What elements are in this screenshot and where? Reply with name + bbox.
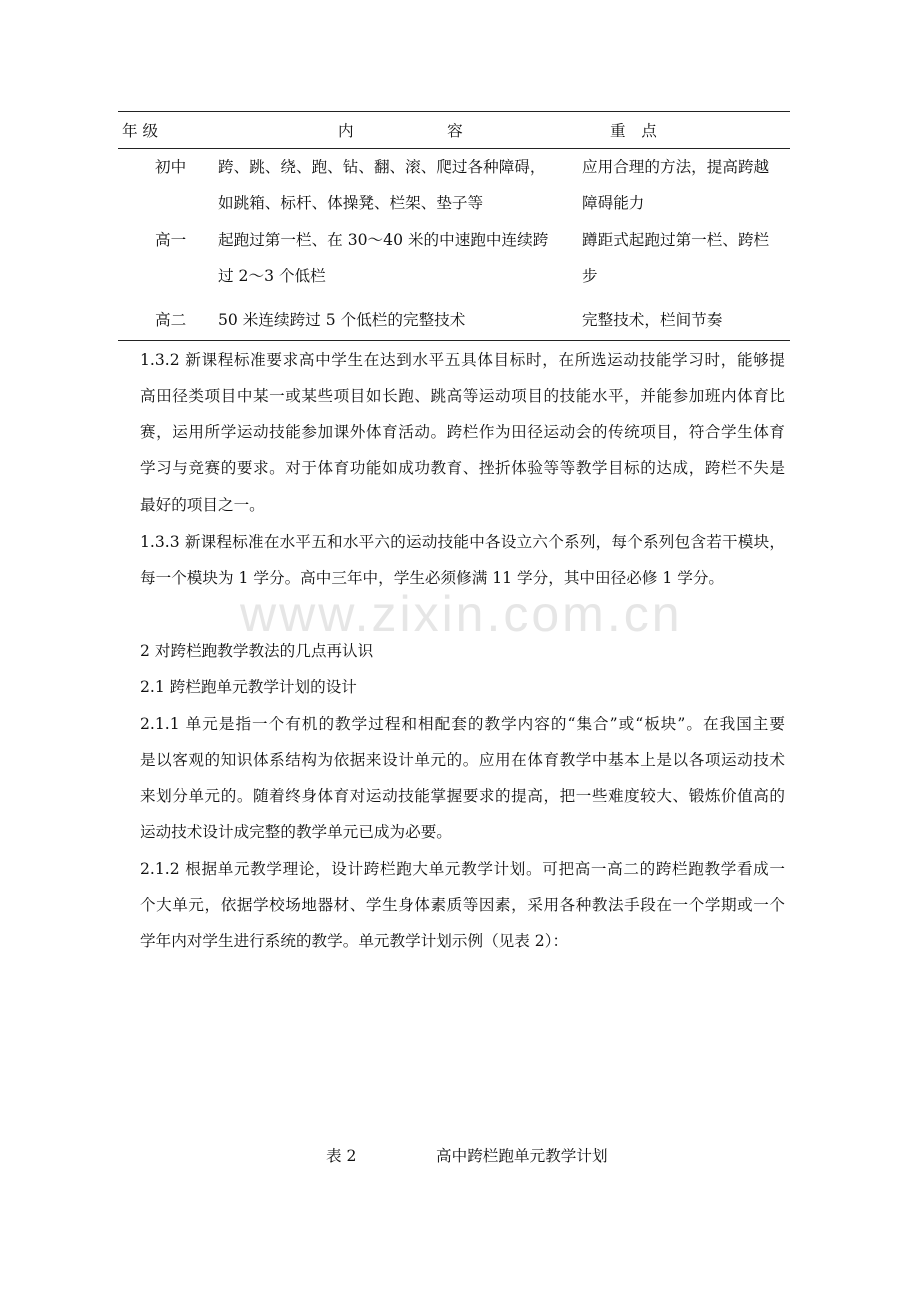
grade-cell: 高一: [155, 231, 187, 249]
table-bottom-rule: [118, 340, 790, 341]
paragraph-line: 最好的项目之一。: [140, 496, 265, 514]
table-header-grade: 年 级: [122, 122, 159, 140]
paragraph-line: 个大单元，依据学校场地器材、学生身体素质等因素，采用各种教法手段在一个学期或一个: [140, 896, 785, 914]
table-caption-title: 高中跨栏跑单元教学计划: [436, 1147, 608, 1165]
grade-cell: 高二: [155, 311, 187, 329]
paragraph-line: 赛，运用所学运动技能参加课外体育活动。跨栏作为田径运动会的传统项目，符合学生体育: [140, 423, 785, 441]
paragraph-line: 2.1.1 单元是指一个有机的教学过程和相配套的教学内容的“集合”或“板块”。在我国主要: [140, 715, 785, 733]
content-cell: 起跑过第一栏、在 30～40 米的中速跑中连续跨: [218, 231, 549, 249]
focus-cell: 蹲距式起跑过第一栏、跨栏: [582, 231, 770, 249]
focus-cell: 障碍能力: [582, 194, 645, 212]
table-top-rule: [118, 111, 790, 112]
focus-cell: 步: [582, 267, 598, 285]
content-cell: 跨、跳、绕、跑、钻、翻、滚、爬过各种障碍，: [218, 158, 546, 176]
focus-cell: 完整技术，栏间节奏: [582, 311, 723, 329]
paragraph-line: 高田径类项目中某一或某些项目如长跑、跳高等运动项目的技能水平，并能参加班内体育比: [140, 387, 785, 405]
grade-cell: 初中: [155, 158, 187, 176]
table-header-content: 内 容: [338, 122, 463, 140]
paragraph-line: 来划分单元的。随着终身体育对运动技能掌握要求的提高，把一些难度较大、锻炼价值高的: [140, 787, 785, 805]
paragraph-line: 学年内对学生进行系统的教学。单元教学计划示例（见表 2）：: [140, 932, 569, 950]
paragraph-line: 1.3.3 新课程标准在水平五和水平六的运动技能中各设立六个系列，每个系列包含若干模块，: [140, 533, 785, 551]
paragraph-line: 每一个模块为 1 学分。高中三年中，学生必须修满 11 学分，其中田径必修 1 学分。: [140, 569, 725, 587]
paragraph-line: 1.3.2 新课程标准要求高中学生在达到水平五具体目标时，在所选运动技能学习时，能够提: [140, 351, 785, 369]
content-cell: 过 2～3 个低栏: [218, 267, 326, 285]
table-header-focus: 重 点: [610, 122, 657, 140]
paragraph-line: 是以客观的知识体系结构为依据来设计单元的。应用在体育教学中基本上是以各项运动技术: [140, 751, 785, 769]
content-cell: 50 米连续跨过 5 个低栏的完整技术: [218, 311, 466, 329]
table-caption-label: 表 2: [326, 1147, 357, 1165]
subsection-heading: 2.1 跨栏跑单元教学计划的设计: [140, 678, 357, 696]
paragraph-line: 学习与竞赛的要求。对于体育功能如成功教育、挫折体验等等教学目标的达成，跨栏不失是: [140, 459, 785, 477]
content-cell: 如跳箱、标杆、体操凳、栏架、垫子等: [218, 194, 484, 212]
focus-cell: 应用合理的方法，提高跨越: [582, 158, 770, 176]
watermark: www.zixin.com.cn: [240, 586, 683, 642]
paragraph-line: 2.1.2 根据单元教学理论，设计跨栏跑大单元教学计划。可把高一高二的跨栏跑教学看成一: [140, 860, 785, 878]
table-header-rule: [118, 148, 790, 149]
paragraph-line: 运动技术设计成完整的教学单元已成为必要。: [140, 823, 452, 841]
section-heading: 2 对跨栏跑教学教法的几点再认识: [140, 642, 374, 660]
